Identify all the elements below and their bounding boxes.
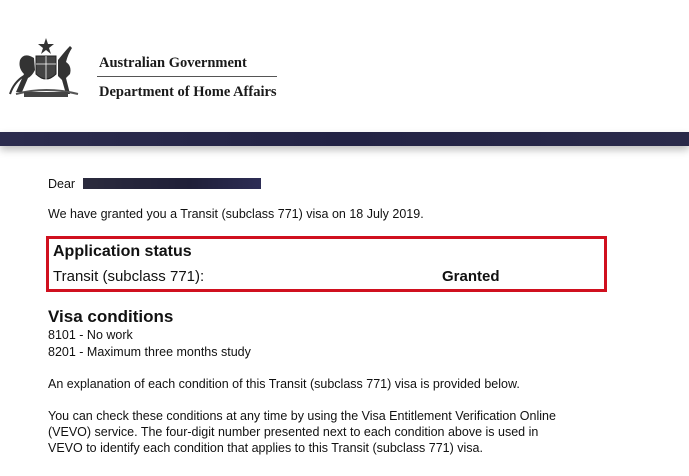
government-name: Australian Government xyxy=(99,55,247,71)
department-name: Department of Home Affairs xyxy=(99,84,277,100)
grant-sentence: We have granted you a Transit (subclass 771) visa on 18 July 2019. xyxy=(48,207,424,221)
letterhead-divider xyxy=(97,76,277,77)
explanation-text: An explanation of each condition of this Transit (subclass 771) visa is provided below. xyxy=(48,377,520,391)
salutation: Dear xyxy=(48,177,76,191)
vevo-text-line: (VEVO) service. The four-digit number presented next to each condition above is used in xyxy=(48,425,539,439)
visa-conditions-title: Visa conditions xyxy=(48,307,174,326)
header-band xyxy=(0,132,689,146)
application-status-title: Application status xyxy=(53,243,192,260)
application-status-box xyxy=(46,236,607,292)
letterhead xyxy=(0,0,689,132)
visa-type-label: Transit (subclass 771): xyxy=(53,268,205,285)
redacted-name xyxy=(83,178,261,189)
condition-item: 8201 - Maximum three months study xyxy=(48,345,251,359)
condition-item: 8101 - No work xyxy=(48,328,133,342)
vevo-text-line: You can check these conditions at any time by using the Visa Entitlement Verification Online xyxy=(48,409,556,423)
coat-of-arms-icon xyxy=(6,36,86,100)
status-value: Granted xyxy=(442,268,500,285)
vevo-text-line: VEVO to identify each condition that applies to this Transit (subclass 771) visa. xyxy=(48,441,483,455)
